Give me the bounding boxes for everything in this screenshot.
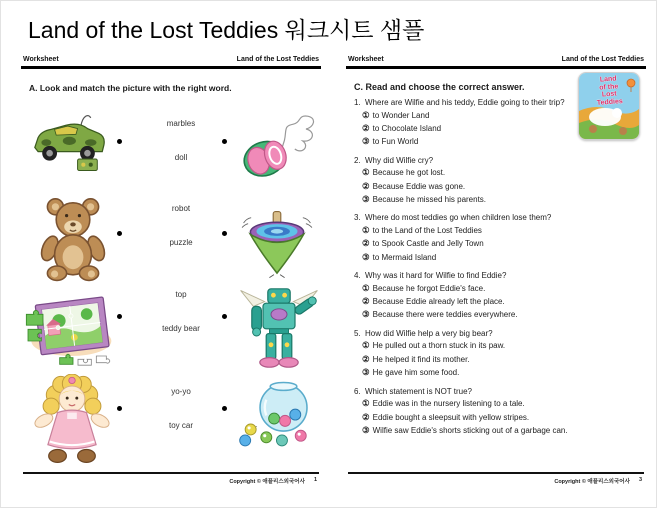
- option: [354, 180, 646, 193]
- question-text: Why did Wilfie cry?: [365, 155, 434, 165]
- option-marker: ③: [362, 309, 370, 320]
- toy-car-image: [29, 108, 113, 182]
- option-marker: ②: [362, 296, 370, 307]
- option-text: Because he got lost.: [372, 168, 446, 178]
- option: [354, 251, 646, 264]
- option-marker: ①: [362, 340, 370, 351]
- option: [354, 411, 646, 424]
- option-text: Eddie bought a sleepsuit with yellow stripes.: [372, 412, 530, 422]
- copyright-text: Copyright © 애플리스외국어사: [554, 479, 630, 485]
- question-number: 4.: [354, 271, 361, 281]
- option-marker: ③: [362, 367, 370, 378]
- worksheet-page-c: [346, 56, 646, 496]
- word-toy-car: toy car: [168, 421, 193, 430]
- cover-title-line: Lost: [601, 90, 617, 99]
- match-dot: [222, 231, 227, 236]
- option-text: Eddie was in the nursery listening to a tale.: [372, 399, 525, 409]
- question-2: [354, 156, 646, 207]
- slide-title: Land of the Lost Teddies 워크시트 샘플: [28, 17, 425, 43]
- option-text: Because Eddie already left the place.: [372, 297, 505, 307]
- question-text: Which statement is NOT true?: [365, 386, 472, 396]
- option-text: to the Land of the Lost Teddies: [372, 225, 482, 235]
- option: [354, 224, 646, 237]
- option-marker: ①: [362, 398, 370, 409]
- cover-title-line: Teddies: [596, 97, 623, 107]
- option-text: Wilfie saw Eddie's shorts sticking out of a garbage can.: [372, 425, 568, 435]
- question-6: [354, 387, 646, 438]
- word-top: top: [175, 290, 187, 299]
- question-text: How did Wilfie help a very big bear?: [365, 328, 493, 338]
- yoyo-image: [234, 108, 322, 186]
- question-list: [354, 98, 646, 444]
- word-teddy-bear: teddy bear: [162, 324, 200, 333]
- header-rule: [346, 66, 646, 69]
- footer-rule: [348, 472, 644, 474]
- page-number: 1: [313, 477, 317, 483]
- question-text: Where do most teddies go when children lose them?: [365, 213, 552, 223]
- question-5: [354, 329, 646, 380]
- match-dot: [222, 406, 227, 411]
- option-marker: ②: [362, 238, 370, 249]
- option-marker: ②: [362, 122, 370, 133]
- option: [354, 424, 646, 437]
- word-doll: doll: [174, 153, 188, 162]
- page-header-book-title: Land of the Lost Teddies: [561, 56, 644, 63]
- option-marker: ②: [362, 353, 370, 364]
- option: [354, 166, 646, 179]
- word-yo-yo: yo-yo: [171, 387, 191, 396]
- question-number: 6.: [354, 386, 361, 396]
- question-number: 2.: [354, 155, 361, 165]
- option-marker: ②: [362, 180, 370, 191]
- option: [354, 237, 646, 250]
- puzzle-image: [23, 289, 123, 373]
- section-a-title: A. Look and match the picture with the right word.: [29, 83, 232, 93]
- question-3: [354, 213, 646, 264]
- option-marker: ②: [362, 411, 370, 422]
- option-marker: ①: [362, 167, 370, 178]
- marbles-bowl-image: [235, 376, 325, 454]
- match-dot: [222, 139, 227, 144]
- page-number: 3: [638, 477, 642, 483]
- option-marker: ①: [362, 224, 370, 235]
- page-header-label: Worksheet: [348, 56, 384, 63]
- section-c-title: C. Read and choose the correct answer.: [354, 82, 525, 92]
- page-header-label: Worksheet: [23, 56, 59, 63]
- option: [354, 295, 646, 308]
- match-dot: [117, 139, 122, 144]
- page-footer: [229, 477, 317, 485]
- footer-rule: [23, 472, 319, 474]
- question-4: [354, 271, 646, 322]
- page-footer: [554, 477, 642, 485]
- option-text: He gave him some food.: [372, 368, 460, 378]
- question-number: 3.: [354, 213, 361, 223]
- question-1: [354, 98, 646, 149]
- option: [354, 135, 646, 148]
- page-header-book-title: Land of the Lost Teddies: [236, 56, 319, 63]
- question-text: Where are Wilfie and his teddy, Eddie going to their trip?: [365, 98, 565, 107]
- option-text: Because there were teddies everywhere.: [372, 310, 518, 320]
- option-text: Because he forgot Eddie's face.: [372, 283, 486, 293]
- option: [354, 397, 646, 410]
- cover-title-line: Land: [599, 75, 617, 84]
- option-marker: ③: [362, 194, 370, 205]
- option-text: to Wonder Land: [372, 110, 430, 120]
- option: [354, 282, 646, 295]
- option: [354, 366, 646, 379]
- option: [354, 339, 646, 352]
- option-text: Because Eddie was gone.: [372, 181, 466, 191]
- question-number: 1.: [354, 98, 361, 107]
- option-text: He helped it find its mother.: [372, 354, 470, 364]
- spinning-top-image: [239, 204, 315, 286]
- option-text: Because he missed his parents.: [372, 195, 487, 205]
- option-text: to Fun World: [372, 137, 419, 147]
- worksheet-page-a: [21, 56, 321, 496]
- match-dot: [117, 406, 122, 411]
- cover-title-line: of the: [598, 82, 619, 92]
- match-dot: [117, 314, 122, 319]
- option-text: to Mermaid Island: [372, 252, 437, 262]
- option: [354, 122, 646, 135]
- robot-image: [239, 284, 319, 372]
- header-rule: [21, 66, 321, 69]
- word-robot: robot: [171, 204, 191, 213]
- question-number: 5.: [354, 328, 361, 338]
- copyright-text: Copyright © 애플리스외국어사: [229, 479, 305, 485]
- option-marker: ①: [362, 282, 370, 293]
- doll-image: [31, 374, 113, 464]
- option: [354, 353, 646, 366]
- match-dot: [222, 314, 227, 319]
- teddy-bear-image: [33, 193, 113, 283]
- question-text: Why was it hard for Wilfie to find Eddie?: [365, 271, 507, 281]
- option: [354, 109, 646, 122]
- option-marker: ③: [362, 136, 370, 147]
- option: [354, 193, 646, 206]
- match-dot: [117, 231, 122, 236]
- option-marker: ①: [362, 109, 370, 120]
- option: [354, 308, 646, 321]
- word-marbles: marbles: [166, 119, 196, 128]
- word-puzzle: puzzle: [169, 238, 193, 247]
- option-marker: ③: [362, 424, 370, 435]
- option-text: to Chocolate Island: [372, 123, 442, 133]
- option-text: He pulled out a thorn stuck in its paw.: [372, 341, 506, 351]
- option-text: to Spook Castle and Jelly Town: [372, 239, 484, 249]
- option-marker: ③: [362, 251, 370, 262]
